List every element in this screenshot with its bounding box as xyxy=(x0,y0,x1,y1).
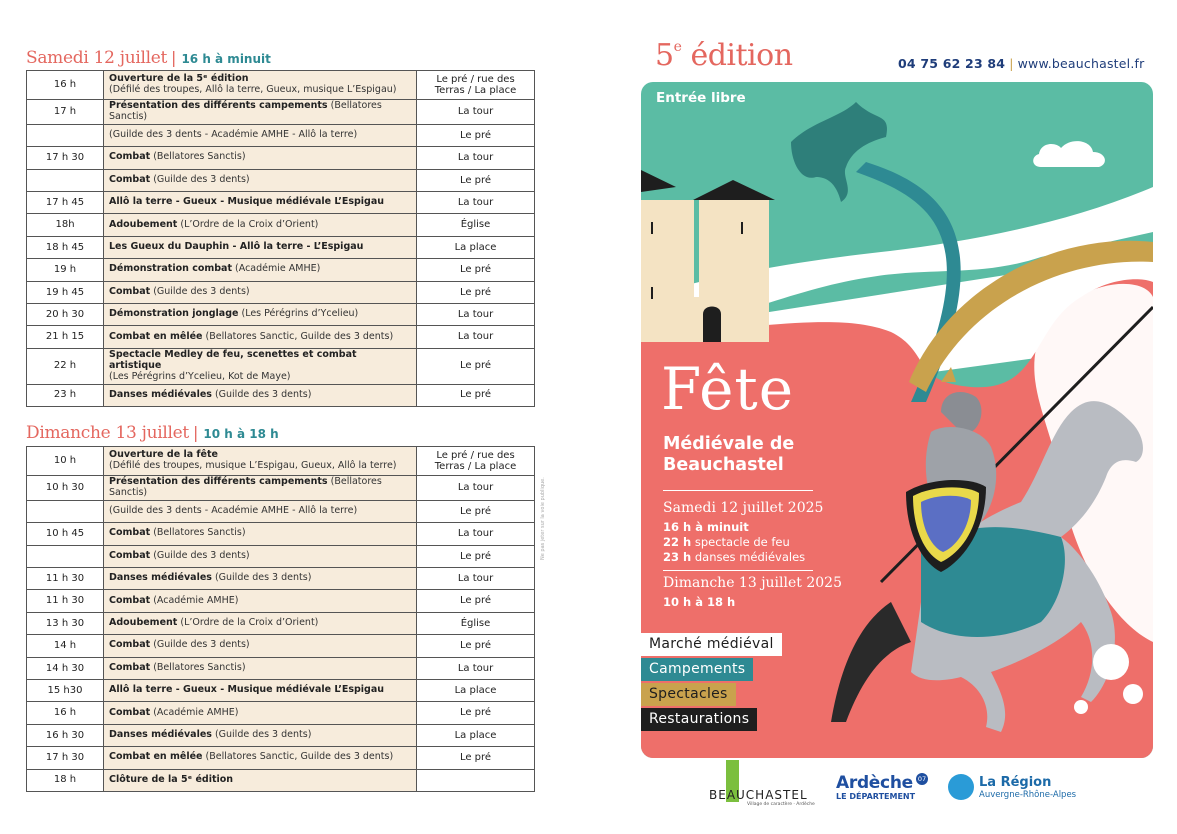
row-place: Le pré xyxy=(417,384,535,406)
row-time: 16 h xyxy=(27,71,104,100)
row-activity xyxy=(104,500,417,522)
date-saturday: Samedi 12 juillet 2025 xyxy=(663,500,824,516)
activity-title: Démonstration jonglage xyxy=(109,308,239,320)
row-place xyxy=(417,769,535,791)
schedule-row xyxy=(27,281,535,303)
row-time: 13 h 30 xyxy=(27,612,104,634)
activity-title: Combat xyxy=(109,594,151,606)
activity-title: Combat xyxy=(109,549,151,561)
row-place: La tour xyxy=(417,657,535,679)
times-sunday: 10 h à 18 h xyxy=(663,595,736,609)
activity-title: Danses médiévales xyxy=(109,728,212,740)
activity-title: Combat xyxy=(109,527,151,539)
row-time: 16 h 30 xyxy=(27,724,104,746)
row-activity xyxy=(104,769,417,791)
row-activity xyxy=(104,702,417,724)
schedule-row xyxy=(27,679,535,701)
row-place: Le pré / rue des Terras / La place xyxy=(417,71,535,100)
schedule-row xyxy=(27,147,535,169)
activity-detail: (Bellatores Sanctic, Guilde des 3 dents) xyxy=(205,330,394,342)
edition-label: 5e édition xyxy=(655,38,793,73)
activity-title: Combat xyxy=(109,285,151,297)
row-activity xyxy=(104,348,417,384)
header-separator: | xyxy=(171,48,177,67)
row-place: Le pré / rue des Terras / La place xyxy=(417,447,535,476)
schedule-row xyxy=(27,612,535,634)
activity-detail: (Guilde des 3 dents) xyxy=(153,639,250,651)
schedule-row xyxy=(27,124,535,146)
row-time: 17 h 45 xyxy=(27,192,104,214)
row-activity xyxy=(104,523,417,545)
schedule-row xyxy=(27,747,535,769)
tag-restaurations: Restaurations xyxy=(641,708,757,731)
row-time: 14 h xyxy=(27,635,104,657)
row-time: 18h xyxy=(27,214,104,236)
row-place: Le pré xyxy=(417,169,535,191)
row-place: La tour xyxy=(417,476,535,501)
row-time: 10 h 30 xyxy=(27,476,104,501)
activity-detail: (Bellatores Sanctis) xyxy=(153,661,246,673)
row-place: La tour xyxy=(417,568,535,590)
sunday-hours: 10 h à 18 h xyxy=(203,427,279,441)
schedule-row xyxy=(27,236,535,258)
activity-title: Combat xyxy=(109,639,151,651)
schedule-row xyxy=(27,169,535,191)
row-place: Le pré xyxy=(417,545,535,567)
schedule-row xyxy=(27,326,535,348)
activity-detail: (Guilde des 3 dents) xyxy=(153,549,250,561)
row-activity xyxy=(104,724,417,746)
row-time: 19 h 45 xyxy=(27,281,104,303)
row-time: 21 h 15 xyxy=(27,326,104,348)
row-place: Le pré xyxy=(417,702,535,724)
row-time: 19 h xyxy=(27,259,104,281)
row-place: Le pré xyxy=(417,635,535,657)
schedule-row xyxy=(27,384,535,406)
row-time xyxy=(27,169,104,191)
activity-title: Spectacle Medley de feu, scenettes et combat artistique xyxy=(109,348,357,371)
tag-campements: Campements xyxy=(641,658,753,681)
schedule-row xyxy=(27,100,535,125)
row-place: La place xyxy=(417,679,535,701)
activity-detail: (Guilde des 3 dents) xyxy=(214,572,312,584)
row-time: 11 h 30 xyxy=(27,590,104,612)
row-time: 23 h xyxy=(27,384,104,406)
row-place: Église xyxy=(417,214,535,236)
activity-detail: (L’Ordre de la Croix d’Orient) xyxy=(180,218,319,230)
activity-detail: (Guilde des 3 dents) xyxy=(214,728,312,740)
row-time xyxy=(27,545,104,567)
row-time: 18 h 45 xyxy=(27,236,104,258)
row-place: La place xyxy=(417,236,535,258)
activity-detail: (Bellatores Sanctis) xyxy=(153,527,246,539)
schedule-row xyxy=(27,769,535,791)
activity-title: Adoubement xyxy=(109,218,178,230)
activity-detail: (Les Pérégrins d’Ycelieu) xyxy=(241,308,359,320)
poster xyxy=(641,82,1153,758)
row-place: La tour xyxy=(417,523,535,545)
row-time: 10 h xyxy=(27,447,104,476)
schedule-row xyxy=(27,545,535,567)
row-place: La tour xyxy=(417,326,535,348)
print-note: Ne pas jeter sur la voie publique. xyxy=(540,477,546,560)
sunday-schedule-table xyxy=(26,446,535,792)
schedule-row xyxy=(27,259,535,281)
row-place: Le pré xyxy=(417,500,535,522)
times-saturday: 16 h à minuit 22 h spectacle de feu 23 h danses médiévales xyxy=(663,520,806,564)
beauchastel-logo: BEAUCHASTEL Village de caractère · Ardèche xyxy=(709,760,819,806)
row-time xyxy=(27,124,104,146)
header-separator: | xyxy=(192,423,199,442)
activity-detail: (Guilde des 3 dents) xyxy=(214,388,312,400)
row-time: 18 h xyxy=(27,769,104,791)
saturday-schedule-table xyxy=(26,70,535,407)
region-icon xyxy=(948,774,974,800)
row-time: 15 h30 xyxy=(27,679,104,701)
sunday-title: Dimanche 13 juillet xyxy=(26,423,189,443)
schedule-row xyxy=(27,192,535,214)
row-place: Le pré xyxy=(417,124,535,146)
tag-spectacles: Spectacles xyxy=(641,683,736,706)
schedule-row xyxy=(27,657,535,679)
row-place: Le pré xyxy=(417,348,535,384)
activity-title: Allô la terre - Gueux - Musique médiévale L’Espigau xyxy=(109,684,385,696)
row-place: La tour xyxy=(417,303,535,325)
tag-marche: Marché médiéval xyxy=(641,633,782,656)
poster-subtitle: Médiévale de Beauchastel xyxy=(663,434,795,475)
row-activity xyxy=(104,236,417,258)
schedule-row xyxy=(27,214,535,236)
activity-title: Combat en mêlée xyxy=(109,751,203,763)
schedule-row xyxy=(27,500,535,522)
divider xyxy=(663,490,813,491)
activity-detail: (Bellatores Sanctic, Guilde des 3 dents) xyxy=(205,751,394,763)
schedule-row xyxy=(27,724,535,746)
row-place: Le pré xyxy=(417,747,535,769)
row-place: Église xyxy=(417,612,535,634)
row-activity xyxy=(104,214,417,236)
activity-detail: (Les Pérégrins d’Ycelieu, Kot de Maye) xyxy=(109,370,291,382)
row-place: Le pré xyxy=(417,281,535,303)
row-activity xyxy=(104,590,417,612)
row-activity xyxy=(104,124,417,146)
activity-title: Présentation des différents campements xyxy=(109,476,328,487)
row-place: La tour xyxy=(417,192,535,214)
activity-title: Adoubement xyxy=(109,617,178,629)
row-time: 11 h 30 xyxy=(27,568,104,590)
activity-title: Présentation des différents campements xyxy=(109,100,328,111)
row-place: La place xyxy=(417,724,535,746)
schedule-row xyxy=(27,71,535,100)
row-time: 16 h xyxy=(27,702,104,724)
row-time: 17 h 30 xyxy=(27,747,104,769)
row-activity xyxy=(104,476,417,501)
row-activity xyxy=(104,303,417,325)
row-activity xyxy=(104,679,417,701)
activity-title: Danses médiévales xyxy=(109,388,212,400)
activity-detail: (Académie AMHE) xyxy=(153,594,239,606)
activity-title: Combat en mêlée xyxy=(109,330,203,342)
schedule-row xyxy=(27,303,535,325)
activity-title: Ouverture de la fête xyxy=(109,449,218,461)
region-logo: La Région Auvergne-Rhône-Alpes xyxy=(948,774,1076,800)
contact-info: 04 75 62 23 84 | www.beauchastel.fr xyxy=(898,56,1145,71)
row-activity xyxy=(104,657,417,679)
saturday-hours: 16 h à minuit xyxy=(181,52,271,66)
row-activity xyxy=(104,568,417,590)
schedule-row xyxy=(27,702,535,724)
row-activity xyxy=(104,192,417,214)
castle xyxy=(641,170,775,342)
row-time: 10 h 45 xyxy=(27,523,104,545)
row-activity xyxy=(104,169,417,191)
poster-title: Fête xyxy=(661,355,795,423)
activity-detail: (Académie AMHE) xyxy=(235,263,321,275)
row-place: Le pré xyxy=(417,590,535,612)
row-activity xyxy=(104,147,417,169)
sunday-header xyxy=(26,423,279,443)
schedule-row xyxy=(27,447,535,476)
ardeche-logo: Ardèche 07 LE DÉPARTEMENT xyxy=(836,773,927,801)
entry-label: Entrée libre xyxy=(656,90,746,106)
row-time: 17 h xyxy=(27,100,104,125)
schedule-row xyxy=(27,523,535,545)
activity-detail: (Défilé des troupes, musique L’Espigau, Gueux, Allô la terre) xyxy=(109,460,397,471)
activity-title: Allô la terre - Gueux - Musique médiévale L’Espigau xyxy=(109,196,385,208)
row-activity xyxy=(104,100,417,125)
activity-detail: (Bellatores Sanctis) xyxy=(153,151,246,163)
phone-number[interactable]: 04 75 62 23 84 xyxy=(898,56,1006,71)
row-activity xyxy=(104,747,417,769)
divider xyxy=(663,570,813,571)
row-place: La tour xyxy=(417,100,535,125)
row-activity xyxy=(104,326,417,348)
schedule-row xyxy=(27,568,535,590)
activity-detail: (Guilde des 3 dents - Académie AMHE - Allô la terre) xyxy=(109,129,358,141)
activity-title: Ouverture de la 5ᵉ édition xyxy=(109,73,249,85)
activity-title: Démonstration combat xyxy=(109,263,233,275)
activity-title: Combat xyxy=(109,706,151,718)
activity-title: Les Gueux du Dauphin - Allô la terre - L’Espigau xyxy=(109,241,364,253)
activity-detail: (Bellatores Sanctis) xyxy=(109,100,382,122)
schedule-row xyxy=(27,476,535,501)
row-place: Le pré xyxy=(417,259,535,281)
activity-detail: (Bellatores Sanctis) xyxy=(109,476,382,498)
row-activity xyxy=(104,71,417,100)
activity-detail: (Défilé des troupes, Allô la terre, Gueux, musique L’Espigau) xyxy=(109,84,397,95)
row-activity xyxy=(104,612,417,634)
saturday-title: Samedi 12 juillet xyxy=(26,48,168,68)
row-activity xyxy=(104,259,417,281)
activity-detail: (Guilde des 3 dents) xyxy=(153,173,250,185)
activity-detail: (Guilde des 3 dents - Académie AMHE - Allô la terre) xyxy=(109,505,358,517)
activity-title: Danses médiévales xyxy=(109,572,212,584)
row-activity xyxy=(104,447,417,476)
saturday-header xyxy=(26,48,271,68)
activity-detail: (Guilde des 3 dents) xyxy=(153,285,250,297)
row-time: 22 h xyxy=(27,348,104,384)
activity-title: Clôture de la 5ᵉ édition xyxy=(109,773,234,785)
row-activity xyxy=(104,281,417,303)
activity-title: Combat xyxy=(109,151,151,163)
row-activity xyxy=(104,545,417,567)
row-time xyxy=(27,500,104,522)
website-link[interactable]: www.beauchastel.fr xyxy=(1017,56,1145,71)
row-time: 14 h 30 xyxy=(27,657,104,679)
row-activity xyxy=(104,384,417,406)
schedule-row xyxy=(27,635,535,657)
row-activity xyxy=(104,635,417,657)
row-time: 17 h 30 xyxy=(27,147,104,169)
schedule-row xyxy=(27,590,535,612)
activity-title: Combat xyxy=(109,173,151,185)
activity-title: Combat xyxy=(109,661,151,673)
schedule-row xyxy=(27,348,535,384)
activity-detail: (L’Ordre de la Croix d’Orient) xyxy=(180,617,319,629)
activity-detail: (Académie AMHE) xyxy=(153,706,239,718)
date-sunday: Dimanche 13 juillet 2025 xyxy=(663,575,842,591)
row-time: 20 h 30 xyxy=(27,303,104,325)
row-place: La tour xyxy=(417,147,535,169)
